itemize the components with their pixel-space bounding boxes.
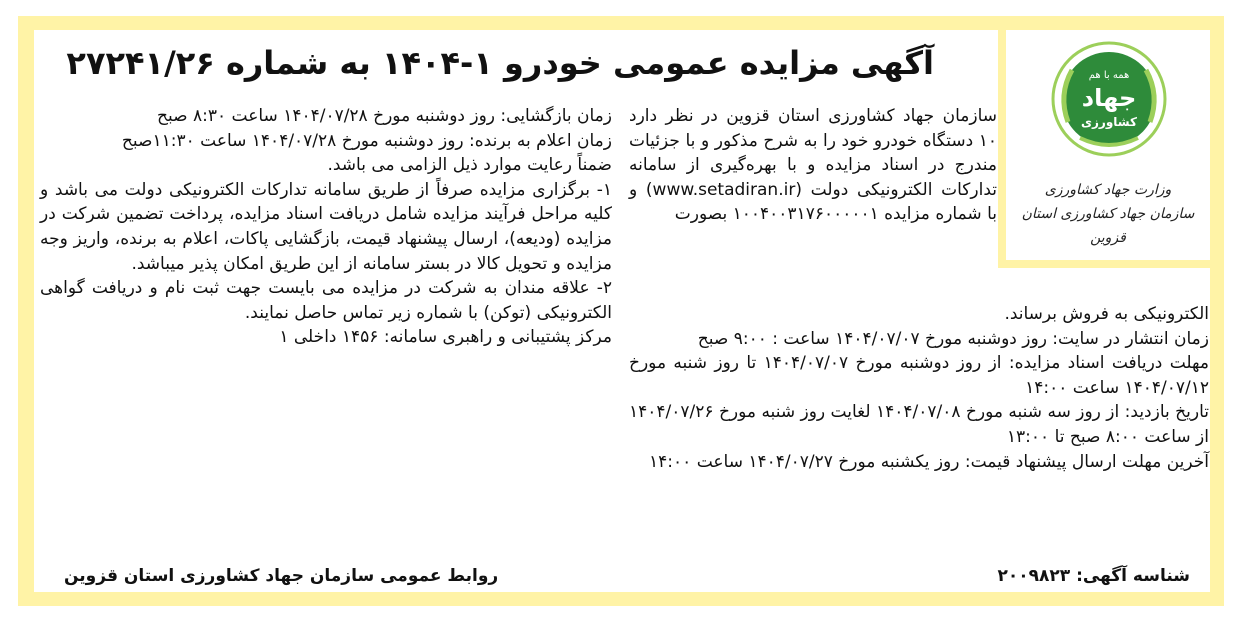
requirement-1: ۱- برگزاری مزایده صرفاً از طریق سامانه تدارکات الکترونیکی دولت می باشد و کلیه مراحل فرآیند مزایده شامل دریافت اسناد مزایده، پرداخت تضمین شرکت در مزایده (ودیعه)، ارسال پیشنهاد قیمت، بازگشایی پاکات، اعلام به برنده، واریز وجه مزایده و تحویل کالا در بستر سامانه از این طریق امکان پذیر میباشد. <box>40 179 612 274</box>
intro-block <box>629 104 997 227</box>
requirement-2: ۲- علاقه مندان به شرکت در مزایده می بایست جهت ثبت نام و دریافت گواهی الکترونیکی (توکن) با شماره زیر تماس حاصل نمایند. <box>40 278 612 323</box>
support-center: مرکز پشتیبانی و راهبری سامانه: ۱۴۵۶ داخلی ۱ <box>279 327 612 348</box>
visit-dates: تاریخ بازدید: از روز سه شنبه مورخ ۱۴۰۴/۰۷/۰۸ لغایت روز شنبه مورخ ۱۴۰۴/۰۷/۲۶ از ساعت ۸:۰۰ صبح تا ۱۳:۰۰ <box>629 402 1209 447</box>
ministry-line-2: سازمان جهاد کشاورزی استان قزوین <box>1021 206 1195 246</box>
schedule-block <box>629 302 1209 474</box>
page-title: آگهی مزایده عمومی خودرو ۱-۱۴۰۴ به شماره ۲۷۲۴۱/۲۶ <box>66 44 934 82</box>
terms-block <box>40 104 612 350</box>
documents-deadline: مهلت دریافت اسناد مزایده: از روز دوشنبه مورخ ۱۴۰۴/۰۷/۰۷ تا روز شنبه مورخ ۱۴۰۴/۰۷/۱۲ ساعت ۱۴:۰۰ <box>629 353 1209 398</box>
ministry-line-1: وزارت جهاد کشاورزی <box>1044 182 1172 198</box>
opening-time: زمان بازگشایی: روز دوشنبه مورخ ۱۴۰۴/۰۷/۲۸ ساعت ۸:۳۰ صبح <box>157 106 612 126</box>
ministry-signature <box>1010 178 1206 250</box>
intro-text: سازمان جهاد کشاورزی استان قزوین در نظر دارد ۱۰ دستگاه خودرو خود را به شرح مذکور و با جزئیات مندرج در اسناد مزایده و با بهره‌گیری از سامانه تدارکات الکترونیکی دولت (www.setadiran.ir) و با شماره مزایده ۱۰۰۴۰۰۳۱۷۶۰۰۰۰۰۱ بصورت <box>629 106 997 225</box>
ad-frame <box>18 16 1224 606</box>
bid-deadline: آخرین مهلت ارسال پیشنهاد قیمت: روز یکشنبه مورخ ۱۴۰۴/۰۷/۲۷ ساعت ۱۴:۰۰ <box>649 451 1209 472</box>
seal-sub-text: کشاورزی <box>1081 115 1137 129</box>
publisher-credit: روابط عمومی سازمان جهاد کشاورزی استان قزوین <box>64 566 499 586</box>
logo-panel <box>998 30 1210 268</box>
intro-continued: الکترونیکی به فروش برساند. <box>1004 304 1209 324</box>
ad-id: شناسه آگهی: ۲۰۰۹۸۲۳ <box>997 566 1190 586</box>
winner-announcement: زمان اعلام به برنده: روز دوشنبه مورخ ۱۴۰۴/۰۷/۲۸ ساعت ۱۱:۳۰صبح <box>121 130 612 151</box>
seal-top-text: همه با هم <box>1088 70 1130 81</box>
footer-bar <box>34 564 1210 594</box>
jahad-seal-icon <box>1050 40 1168 158</box>
seal-main-text: جهاد <box>1081 84 1137 112</box>
ad-body <box>34 30 1210 592</box>
publish-time: زمان انتشار در سایت: روز دوشنبه مورخ ۱۴۰۴/۰۷/۰۷ ساعت : ۹:۰۰ صبح <box>697 328 1209 349</box>
requirements-notice: ضمناً رعایت موارد ذیل الزامی می باشد. <box>327 155 612 176</box>
